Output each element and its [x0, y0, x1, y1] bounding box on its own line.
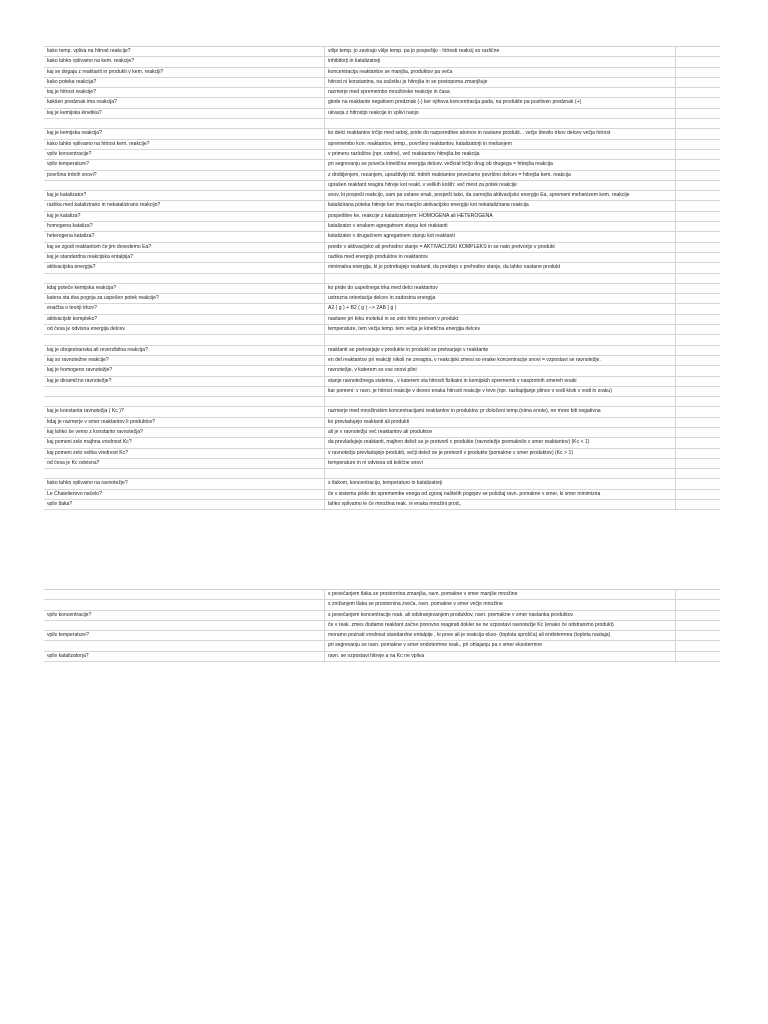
- answer-cell[interactable]: s povečanjem tlaka se prostornina zmanjša, ravn. pomakne v smer manjše množine: [325, 590, 676, 599]
- answer-cell[interactable]: pri segrevanju se ravn. pomakne v smer endotermne reak., pri ohlajanju pa v smer eksotermne: [325, 641, 676, 650]
- empty-cell[interactable]: [676, 600, 720, 609]
- question-cell[interactable]: kako lahko vplivamo na hitrost kem. reakcije?: [44, 140, 325, 149]
- empty-cell[interactable]: [676, 621, 720, 630]
- empty-cell[interactable]: [676, 407, 720, 416]
- table-row: [44, 181, 720, 191]
- answer-cell[interactable]: en del reaktantov pri reakciji nikoli ne zreagira, v reakcijski zmesi so enake koncentracije snovi = vzpostavi se ravnotežje.: [325, 356, 676, 365]
- empty-cell[interactable]: [676, 181, 720, 190]
- question-cell[interactable]: katera sta dva pogoja za uspešen potek reakcije?: [44, 294, 325, 303]
- table-row: [44, 621, 720, 631]
- question-cell[interactable]: kaj je standardna reakcijska entalpija?: [44, 253, 325, 262]
- answer-cell[interactable]: ko prevladujejo reaktanti ali produkti: [325, 418, 676, 427]
- answer-cell[interactable]: reaktanti se pretvarjajo v produkte in produkti se pretvarjajo v reaktante: [325, 346, 676, 355]
- answer-cell[interactable]: spremembo kon. reaktantov, temp., površino reaktantov, katalizatorji in mešanjem: [325, 140, 676, 149]
- answer-cell[interactable]: A2 ( g ) + B2 ( g ) --> 2AB ( g ): [325, 304, 676, 313]
- answer-cell[interactable]: preide v aktivacijsko ali prehodno stanje = AKTIVACIJSKI KOMPLEKS in se nato pretvorijo v produkt: [325, 243, 676, 252]
- question-cell[interactable]: kaj se dogaja z reaktanti in produkti v kem. reakciji?: [44, 68, 325, 77]
- question-cell[interactable]: [44, 335, 325, 344]
- empty-cell[interactable]: [676, 171, 720, 180]
- table-row: [44, 418, 720, 428]
- empty-cell[interactable]: [676, 222, 720, 231]
- answer-cell[interactable]: razlika med energijo produktov in reaktantov: [325, 253, 676, 262]
- answer-cell[interactable]: [325, 335, 676, 344]
- answer-cell[interactable]: če v reak. zmes dodamo reaktant začne ponovno reagirati dokler se ne vzpostavi ravnotežje Kc (enako če odstranimo produkt): [325, 621, 676, 630]
- question-cell[interactable]: vpliv tlaka?: [44, 500, 325, 509]
- answer-cell[interactable]: [325, 274, 676, 283]
- table-row: [44, 611, 720, 621]
- empty-cell[interactable]: [676, 418, 720, 427]
- empty-cell[interactable]: [676, 191, 720, 200]
- question-cell[interactable]: heterogena kataliza?: [44, 232, 325, 241]
- table-row: [44, 201, 720, 211]
- empty-cell[interactable]: [676, 284, 720, 293]
- question-cell[interactable]: kaj je katalizator?: [44, 191, 325, 200]
- empty-cell[interactable]: [676, 387, 720, 396]
- table-row: [44, 212, 720, 222]
- empty-cell[interactable]: [676, 109, 720, 118]
- table-row: [44, 274, 720, 284]
- empty-cell[interactable]: [676, 150, 720, 159]
- table-row: [44, 346, 720, 356]
- empty-cell[interactable]: [676, 397, 720, 406]
- question-cell[interactable]: kaj je kataliza?: [44, 212, 325, 221]
- table-row: [44, 387, 720, 397]
- question-cell[interactable]: kaj so ravnotežne reakcije?: [44, 356, 325, 365]
- question-cell[interactable]: vpliv temperature?: [44, 160, 325, 169]
- empty-cell[interactable]: [676, 57, 720, 66]
- question-cell[interactable]: kaj je homogeno ravnotežje?: [44, 366, 325, 375]
- answer-cell[interactable]: hitrost ni konstantna, na začetku je hitrejša in se postopoma zmanjšuje: [325, 78, 676, 87]
- question-cell[interactable]: enačba o teoriji trkov?: [44, 304, 325, 313]
- empty-cell[interactable]: [676, 459, 720, 468]
- answer-cell[interactable]: da prevladujejo reaktanti, majhen delež se je pretvoril v produkte (ravnotežje premaknilo v smer reaktantov) (Kc < 1): [325, 438, 676, 447]
- question-cell[interactable]: kaj pomeni zelo majhna vrednost Kc?: [44, 438, 325, 447]
- empty-cell[interactable]: [676, 78, 720, 87]
- empty-cell[interactable]: [676, 243, 720, 252]
- answer-cell[interactable]: uprašen reaktant reagira hitreje kot reakt. v velikih koših: več mest za potek reakcije: [325, 181, 676, 190]
- empty-cell[interactable]: [676, 377, 720, 386]
- empty-cell[interactable]: [676, 449, 720, 458]
- empty-cell[interactable]: [676, 98, 720, 107]
- table-row: [44, 47, 720, 57]
- empty-cell[interactable]: [676, 641, 720, 650]
- empty-cell[interactable]: [676, 160, 720, 169]
- table-row: [44, 253, 720, 263]
- answer-cell[interactable]: s znižanjem tlaka se prostornina zveča, ravn. pomakne v smer večje množine: [325, 600, 676, 609]
- answer-cell[interactable]: s povečanjem koncentracije reak. ali odstranjevanjem produktov, ravn. premakne v smer nastanka produktov: [325, 611, 676, 620]
- answer-cell[interactable]: s tlakom, koncentracijo, temperaturo in katalizatorji: [325, 479, 676, 488]
- empty-cell[interactable]: [676, 88, 720, 97]
- question-cell[interactable]: kaj je kemijska reakcija?: [44, 129, 325, 138]
- answer-cell[interactable]: nastane pri teku molekul in se zelo hitro pretvori v produkt: [325, 315, 676, 324]
- table-row: [44, 335, 720, 345]
- empty-cell[interactable]: [676, 335, 720, 344]
- question-cell[interactable]: [44, 387, 325, 396]
- empty-cell[interactable]: [676, 47, 720, 56]
- question-cell[interactable]: kako lahko vplivamo na ravnotežje?: [44, 479, 325, 488]
- question-cell[interactable]: Le Chatelierovo načelo?: [44, 490, 325, 499]
- table-row: [44, 119, 720, 129]
- empty-cell[interactable]: [676, 253, 720, 262]
- table-row: [44, 377, 720, 387]
- empty-cell[interactable]: [676, 490, 720, 499]
- question-cell[interactable]: [44, 397, 325, 406]
- empty-cell[interactable]: [676, 68, 720, 77]
- table-row: [44, 222, 720, 232]
- question-cell[interactable]: razlika med katalizirano in nekatalizirano reakcijo?: [44, 201, 325, 210]
- table-row: [44, 78, 720, 88]
- table-row: [44, 325, 720, 335]
- empty-cell[interactable]: [676, 294, 720, 303]
- empty-cell[interactable]: [676, 315, 720, 324]
- question-cell[interactable]: kako temp. vpliva na hitrost reakcije?: [44, 47, 325, 56]
- empty-cell[interactable]: [676, 263, 720, 272]
- answer-cell[interactable]: minimalna energija, ki jo potrebujejo reaktanti, da preidejo v prehodno stanje, da lahko nastane produkt: [325, 263, 676, 272]
- answer-cell[interactable]: ravn. se vzpostavi hitreje a na Kc ne vpliva: [325, 652, 676, 661]
- question-cell[interactable]: od česa je odvisna energija delcev: [44, 325, 325, 334]
- empty-cell[interactable]: [676, 590, 720, 599]
- answer-cell[interactable]: lahko vplivamo le če množina reak. ni enaka množini prod.,: [325, 500, 676, 509]
- table-row: [44, 263, 720, 273]
- question-cell[interactable]: [44, 274, 325, 283]
- table-row: [44, 590, 720, 600]
- empty-cell[interactable]: [676, 201, 720, 210]
- table-row: [44, 68, 720, 78]
- spreadsheet-table-bottom: [44, 589, 720, 662]
- table-row: [44, 150, 720, 160]
- answer-cell[interactable]: ko pride do uspešnega trka med delci reaktantov: [325, 284, 676, 293]
- table-row: [44, 366, 720, 376]
- table-row: [44, 631, 720, 641]
- answer-cell[interactable]: če v sistemu pride do spremembe enega od zgoraj naštetih pogojev se položaj ravn. pomakne v smer, ki smer minimizira: [325, 490, 676, 499]
- table-row: [44, 109, 720, 119]
- question-cell[interactable]: vpliv koncentracije?: [44, 150, 325, 159]
- question-cell[interactable]: površina trdnih snovi?: [44, 171, 325, 180]
- table-row: [44, 294, 720, 304]
- table-row: [44, 490, 720, 500]
- question-cell[interactable]: vpliv temperature?: [44, 631, 325, 640]
- answer-cell[interactable]: [325, 469, 676, 478]
- question-cell[interactable]: od česa je Kc odvisna?: [44, 459, 325, 468]
- question-cell[interactable]: [44, 469, 325, 478]
- question-cell[interactable]: kaj je kemijska kinetika?: [44, 109, 325, 118]
- question-cell[interactable]: kako lahko vplivamo na kem. reakcije?: [44, 57, 325, 66]
- question-cell[interactable]: kdaj poteče kemijska reakcija?: [44, 284, 325, 293]
- answer-cell[interactable]: pri segrevanju se poveča kinetična energija delcev, večkrat trčijo drug ob drugega = hitrejša reakcija: [325, 160, 676, 169]
- empty-cell[interactable]: [676, 119, 720, 128]
- question-cell[interactable]: kaj je konstanta ravnotežja ( Kc )?: [44, 407, 325, 416]
- question-cell[interactable]: kaj je hitrost reakcije?: [44, 88, 325, 97]
- question-cell[interactable]: kaj se zgodi reaktantom če jim dovedemo Ea?: [44, 243, 325, 252]
- answer-cell[interactable]: višje temp. jo zavirajo višje temp. pa jo pospešijo - hitrosti reakcij so različne: [325, 47, 676, 56]
- answer-cell[interactable]: v ravnotežju prevladujejo produkti, večji delež se je pretvoril v produkte (pomakne v smer produktov) (Kc > 1): [325, 449, 676, 458]
- answer-cell[interactable]: razmerje med množinskim koncentracijami reaktantov in produktov pr določeni temp.(nima enote), ne more biti negativna: [325, 407, 676, 416]
- table-row: [44, 171, 720, 181]
- table-row: [44, 479, 720, 489]
- empty-cell[interactable]: [676, 304, 720, 313]
- table-row: [44, 438, 720, 448]
- empty-cell[interactable]: [676, 500, 720, 509]
- table-row: [44, 500, 720, 510]
- empty-cell[interactable]: [676, 346, 720, 355]
- table-row: [44, 140, 720, 150]
- question-cell[interactable]: [44, 621, 325, 630]
- table-row: [44, 600, 720, 610]
- table-row: [44, 98, 720, 108]
- question-cell[interactable]: [44, 119, 325, 128]
- question-cell[interactable]: kaj je dinamično ravnotežje?: [44, 377, 325, 386]
- answer-cell[interactable]: katalizirana poteka hitreje ker ima manjšo aktivacijsko energijo kot nekatalizirana reakcija: [325, 201, 676, 210]
- table-row: [44, 191, 720, 201]
- answer-cell[interactable]: v primeru razložine (npr. vodne), več reaktantov hitrejša bo reakcija: [325, 150, 676, 159]
- question-cell[interactable]: kaj lahko še vemo z konstanto ravnotežja?: [44, 428, 325, 437]
- question-cell[interactable]: kakšen predznak ima reakcija?: [44, 98, 325, 107]
- question-cell[interactable]: kaj je obojestranska ali reverzibilna reakcija?: [44, 346, 325, 355]
- empty-cell[interactable]: [676, 428, 720, 437]
- answer-cell[interactable]: [325, 119, 676, 128]
- table-row: [44, 160, 720, 170]
- table-row: [44, 641, 720, 651]
- answer-cell[interactable]: ukvarja z hitrostjo reakcije in vplivi nanjo: [325, 109, 676, 118]
- empty-cell[interactable]: [676, 366, 720, 375]
- question-cell[interactable]: [44, 181, 325, 190]
- table-row: [44, 88, 720, 98]
- answer-cell[interactable]: temperature, tem večja temp. tem večja je kinetična energija delcev: [325, 325, 676, 334]
- table-row: [44, 232, 720, 242]
- answer-cell[interactable]: ko delci reaktantov trčijo med seboj, pride do razporeditve atomov in nastane produkt... večje število trkov delcev večja hitrost: [325, 129, 676, 138]
- question-cell[interactable]: [44, 600, 325, 609]
- answer-cell[interactable]: z drobljenjem, rezanjem, uprašitvijo itd. trdnih reaktantov povečamo površino delcev = hitrejša kem. reakcija: [325, 171, 676, 180]
- table-row: [44, 459, 720, 469]
- empty-cell[interactable]: [676, 325, 720, 334]
- question-cell[interactable]: kdaj je razmerje v smer reaktantov li produktov?: [44, 418, 325, 427]
- question-cell[interactable]: [44, 641, 325, 650]
- answer-cell[interactable]: kar pomeni: v ravn. je hitrost reakcije v desno enaka hitrosti reakcije v levo (npr. razliapljanje plinov v vodi kisik v vodi in zraku): [325, 387, 676, 396]
- empty-cell[interactable]: [676, 140, 720, 149]
- table-row: [44, 57, 720, 67]
- answer-cell[interactable]: katalizator v enakem agregatnem stanju kot reaktanti: [325, 222, 676, 231]
- empty-cell[interactable]: [676, 611, 720, 620]
- answer-cell[interactable]: koncentracija reaktantov se manjša, produktov pa veča: [325, 68, 676, 77]
- question-cell[interactable]: homogena kataliza?: [44, 222, 325, 231]
- answer-cell[interactable]: katalizator v drugačnem agregatnem stanju kot reaktanti: [325, 232, 676, 241]
- empty-cell[interactable]: [676, 129, 720, 138]
- table-row: [44, 284, 720, 294]
- table-row: [44, 428, 720, 438]
- table-row: [44, 315, 720, 325]
- empty-cell[interactable]: [676, 469, 720, 478]
- empty-cell[interactable]: [676, 652, 720, 661]
- empty-cell[interactable]: [676, 438, 720, 447]
- answer-cell[interactable]: glede na reaktante negativen predznak (-) ker njihova koncentracija pada, na produkte pa pozitiven predznak (+): [325, 98, 676, 107]
- answer-cell[interactable]: snov, ki pospeši reakcijo, sam pa ostane enak, pospeši tako, da zamnjša aktivacijsko energijo Ea, spremeni mehanizem kem. reakcije: [325, 191, 676, 200]
- spreadsheet-table-top: [44, 46, 720, 510]
- table-row: [44, 304, 720, 314]
- answer-cell[interactable]: inhibitorji in katalizatorji: [325, 57, 676, 66]
- empty-cell[interactable]: [676, 479, 720, 488]
- question-cell[interactable]: vpliv katalizatorja?: [44, 652, 325, 661]
- table-row: [44, 356, 720, 366]
- table-row: [44, 407, 720, 417]
- empty-cell[interactable]: [676, 274, 720, 283]
- answer-cell[interactable]: ustrezna orientacija delcev in zadostna energija: [325, 294, 676, 303]
- question-cell[interactable]: vpliv koncentracije?: [44, 611, 325, 620]
- table-row: [44, 129, 720, 139]
- table-row: [44, 652, 720, 662]
- answer-cell[interactable]: stanje ravnotežnega sistema , v katerem sta hitrosti fizikalni in kemijskih sprememb v nasprotnih smereh enaki: [325, 377, 676, 386]
- table-row: [44, 243, 720, 253]
- question-cell[interactable]: kako poteka reakcija?: [44, 78, 325, 87]
- answer-cell[interactable]: razmerje med spremembo množinske reakcije in časa: [325, 88, 676, 97]
- empty-cell[interactable]: [676, 232, 720, 241]
- answer-cell[interactable]: [325, 397, 676, 406]
- table-row: [44, 449, 720, 459]
- empty-cell[interactable]: [676, 212, 720, 221]
- answer-cell[interactable]: moramo poznati vrednost standardne entalpije , ki pove ali je reakcija ekso- (toplota sprošča) ali endotermna (toplota nastaja): [325, 631, 676, 640]
- empty-cell[interactable]: [676, 631, 720, 640]
- question-cell[interactable]: kaj pomeni zelo velika vrednost Kc?: [44, 449, 325, 458]
- answer-cell[interactable]: ravnotežje, v katerem so vse snovi plini: [325, 366, 676, 375]
- answer-cell[interactable]: pospešitev kе. reakcije z katalizatorjem: HOMOGENA ali HETEROGENA: [325, 212, 676, 221]
- question-cell[interactable]: [44, 590, 325, 599]
- question-cell[interactable]: aktivacijska energija?: [44, 263, 325, 272]
- table-row: [44, 469, 720, 479]
- table-row: [44, 397, 720, 407]
- empty-cell[interactable]: [676, 356, 720, 365]
- answer-cell[interactable]: temperature in ni odvisna od količne snovi: [325, 459, 676, 468]
- question-cell[interactable]: aktivacijski kompleks?: [44, 315, 325, 324]
- answer-cell[interactable]: ali je v ravnotežju več reaktantov ali produktov: [325, 428, 676, 437]
